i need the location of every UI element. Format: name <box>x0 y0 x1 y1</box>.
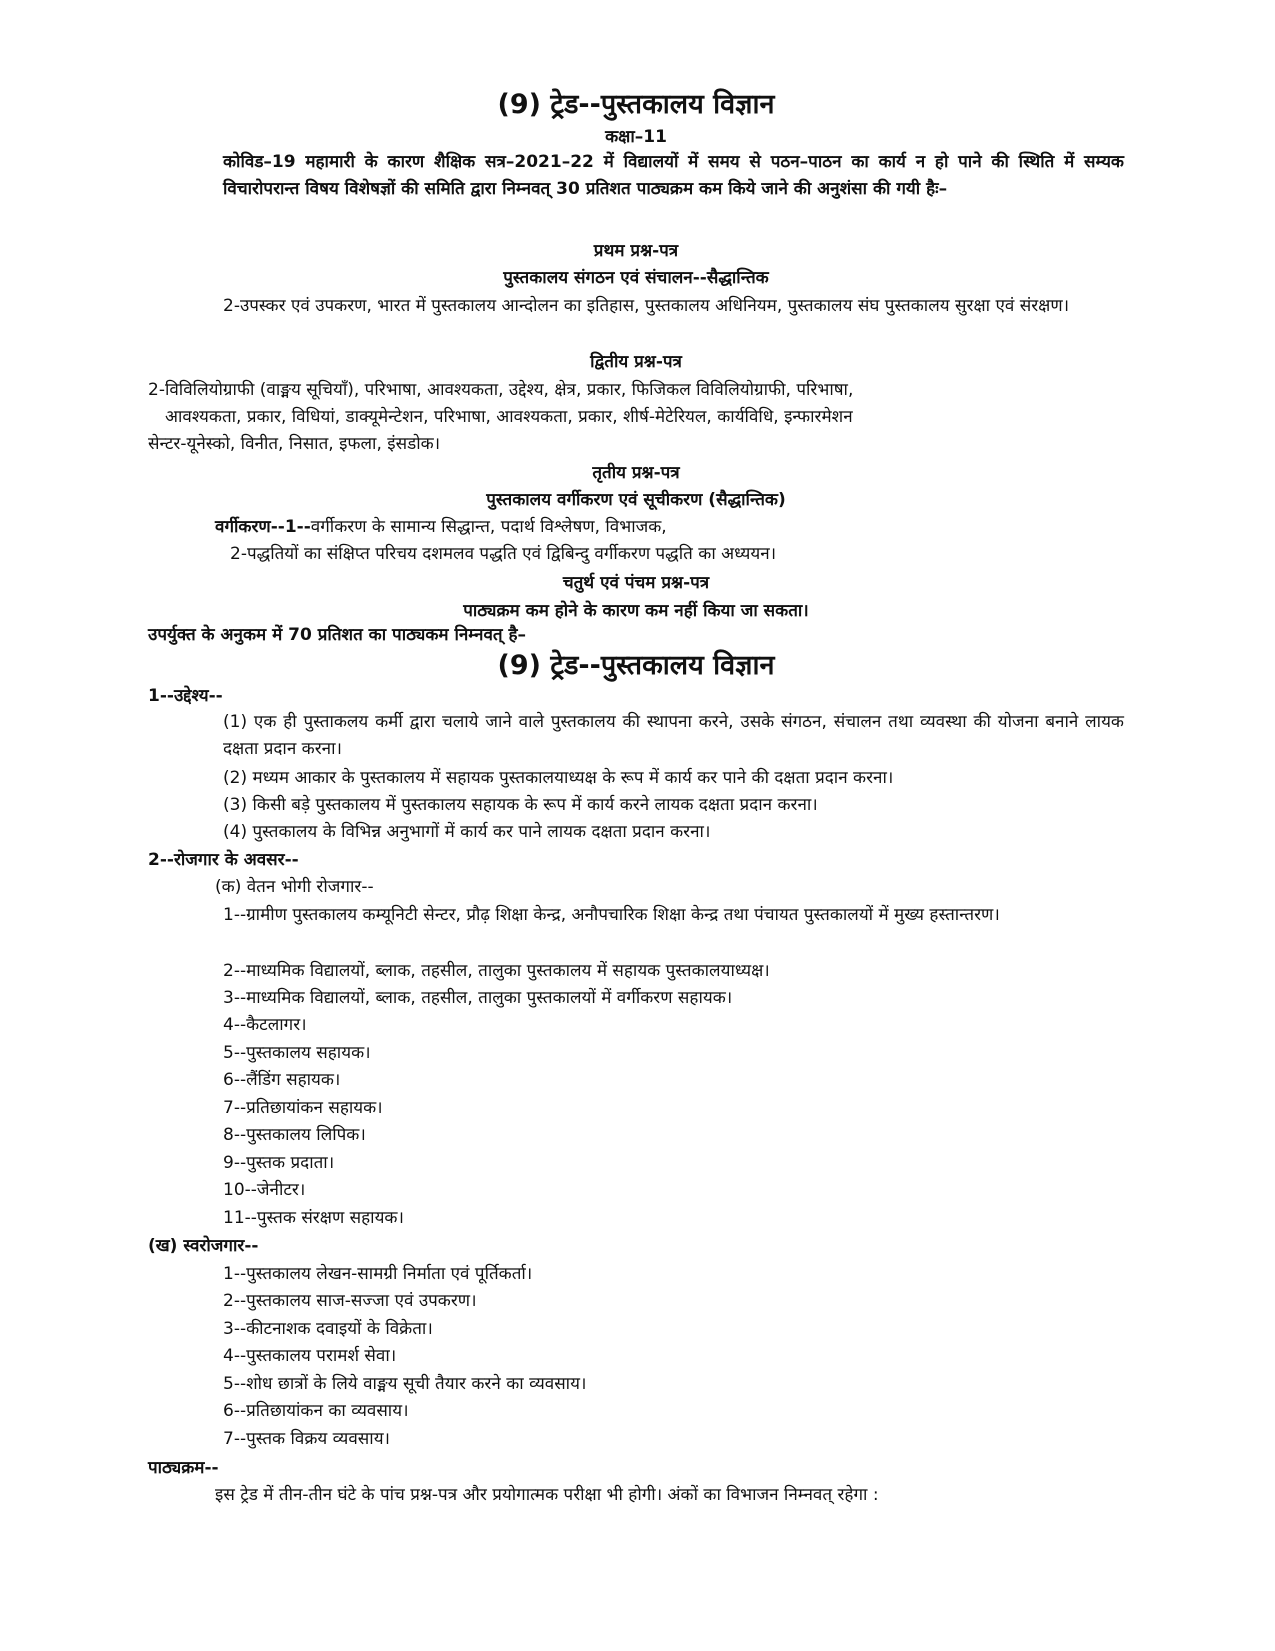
salaried-item: 1--ग्रामीण पुस्तकालय कम्यूनिटी सेन्टर, प्रौढ़ शिक्षा केन्द्र, अनौपचारिक शिक्षा केन्द्र तथा पंचायत पुस्तकालयों में मुख्य हस्तान्तरण। <box>223 905 1000 925</box>
syllabus-heading: पाठ्यक्रम-- <box>148 1458 219 1478</box>
salaried-item: 5--पुस्तकालय सहायक। <box>223 1043 371 1063</box>
self-employment-item: 5--शोध छात्रों के लिये वाङ्मय सूची तैयार करने का व्यवसाय। <box>223 1374 587 1394</box>
salaried-item: 2--माध्यमिक विद्यालयों, ब्लाक, तहसील, तालुका पुस्तकालय में सहायक पुस्तकालयाध्यक्ष। <box>223 961 770 981</box>
self-employment-item: 4--पुस्तकालय परामर्श सेवा। <box>223 1346 397 1366</box>
salaried-item: 4--कैटलागर। <box>223 1015 307 1035</box>
salaried-item: 11--पुस्तक संरक्षण सहायक। <box>223 1208 404 1228</box>
self-employment-item: 2--पुस्तकालय साज-सज्जा एवं उपकरण। <box>223 1291 477 1311</box>
paper2-line-1: 2-विविलियोग्राफी (वाङ्मय सूचियाँ), परिभाषा, आवश्यकता, उद्देश्य, क्षेत्र, प्रकार, फिजिकल विविलियोग्राफी, परिभाषा, <box>148 380 854 400</box>
classification-text: वर्गीकरण के सामान्य सिद्धान्त, पदार्थ विश्लेषण, विभाजक, <box>310 517 667 537</box>
document-title-repeat: (9) ट्रेड--पुस्तकालय विज्ञान <box>497 650 775 681</box>
salaried-item: 9--पुस्तक प्रदाता। <box>223 1153 335 1173</box>
objective-3: (3) किसी बड़े पुस्तकालय में पुस्तकालय सहायक के रूप में कार्य करने लायक दक्षता प्रदान करना। <box>223 795 818 815</box>
classification-label: वर्गीकरण--1-- <box>215 517 311 537</box>
self-employment-heading: (ख) स्वरोजगार-- <box>148 1236 259 1256</box>
self-employment-item: 6--प्रतिछायांकन का व्यवसाय। <box>223 1401 409 1421</box>
salaried-item: 3--माध्यमिक विद्यालयों, ब्लाक, तहसील, तालुका पुस्तकालयों में वर्गीकरण सहायक। <box>223 988 733 1008</box>
employment-heading: 2--रोजगार के अवसर-- <box>148 850 299 870</box>
class-label: कक्षा–11 <box>605 127 667 147</box>
self-employment-item: 3--कीटनाशक दवाइयों के विक्रेता। <box>223 1319 433 1339</box>
self-employment-item: 7--पुस्तक विक्रय व्यवसाय। <box>223 1429 391 1449</box>
paper2-heading: द्वितीय प्रश्न-पत्र <box>590 352 682 372</box>
salaried-item: 10--जेनीटर। <box>223 1180 306 1200</box>
paper2-line-3: सेन्टर-यूनेस्को, विनीत, निसात, इफला, इंसडोक। <box>148 434 441 454</box>
paper45-heading: चतुर्थ एवं पंचम प्रश्न-पत्र <box>562 573 710 593</box>
paper3-heading: तृतीय प्रश्न-पत्र <box>592 463 680 483</box>
paper1-subheading: पुस्तकालय संगठन एवं संचालन--सैद्धान्तिक <box>503 268 769 288</box>
intro-paragraph: कोविड–19 महामारी के कारण शैक्षिक सत्र–2021–22 में विद्यालयों में समय से पठन–पाठन का कार्य न हो पाने की स्थिति में सम्यक विचारोपरान्त विषय विशेषज्ञों की समिति द्वारा निम्नवत् 30 प्रतिशत पाठ्यक्रम कम किये जाने की अनुशंसा की गयी हैः– <box>223 152 1124 199</box>
paper3-line-1 <box>215 514 1191 537</box>
salaried-item: 8--पुस्तकालय लिपिक। <box>223 1125 366 1145</box>
paper3-line-2: 2-पद्धतियों का संक्षिप्त परिचय दशमलव पद्धति एवं द्विबिन्दु वर्गीकरण पद्धति का अध्ययन। <box>230 544 777 564</box>
paper1-heading: प्रथम प्रश्न-पत्र <box>593 241 679 261</box>
salaried-item: 6--लैंडिंग सहायक। <box>223 1070 341 1090</box>
objective-4: (4) पुस्तकालय के विभिन्न अनुभागों में कार्य कर पाने लायक दक्षता प्रदान करना। <box>223 822 711 842</box>
paper2-line-2: आवश्यकता, प्रकार, विधियां, डाक्यूमेन्टेशन, परिभाषा, आवश्यकता, प्रकार, शीर्ष-मेटेरियल, कार्यविधि, इन्फारमेशन <box>165 407 853 427</box>
syllabus-text: इस ट्रेड में तीन-तीन घंटे के पांच प्रश्न-पत्र और प्रयोगात्मक परीक्षा भी होगी। अंकों का विभाजन निम्नवत् रहेगा : <box>215 1485 879 1505</box>
salaried-heading: (क) वेतन भोगी रोजगार-- <box>215 877 374 897</box>
remaining-syllabus-note: उपर्युक्त के अनुकम में 70 प्रतिशत का पाठ्यकम निम्नवत् है– <box>148 625 527 645</box>
salaried-item: 7--प्रतिछायांकन सहायक। <box>223 1098 383 1118</box>
paper3-subheading: पुस्तकालय वर्गीकरण एवं सूचीकरण (सैद्धान्तिक) <box>486 490 786 510</box>
paper45-note: पाठ्यक्रम कम होने के कारण कम नहीं किया जा सकता। <box>463 601 809 621</box>
objectives-heading: 1--उद्देश्य-- <box>148 686 223 706</box>
document-title: (9) ट्रेड--पुस्तकालय विज्ञान <box>497 89 775 120</box>
self-employment-item: 1--पुस्तकालय लेखन-सामग्री निर्माता एवं पूर्तिकर्ता। <box>223 1264 533 1284</box>
objective-2: (2) मध्यम आकार के पुस्तकालय में सहायक पुस्तकालयाध्यक्ष के रूप में कार्य कर पाने की दक्षता प्रदान करना। <box>223 768 894 788</box>
objective-1: (1) एक ही पुस्ताकलय कर्मी द्वारा चलाये जाने वाले पुस्तकालय की स्थापना करने, उसके संगठन, संचालन तथा व्यवस्था की योजना बनाने लायक दक्षता प्रदान करना। <box>223 712 1124 759</box>
paper1-text: 2-उपस्कर एवं उपकरण, भारत में पुस्तकालय आन्दोलन का इतिहास, पुस्तकालय अधिनियम, पुस्तकालय संघ पुस्तकालय सुरक्षा एवं संरक्षण। <box>223 296 1070 316</box>
